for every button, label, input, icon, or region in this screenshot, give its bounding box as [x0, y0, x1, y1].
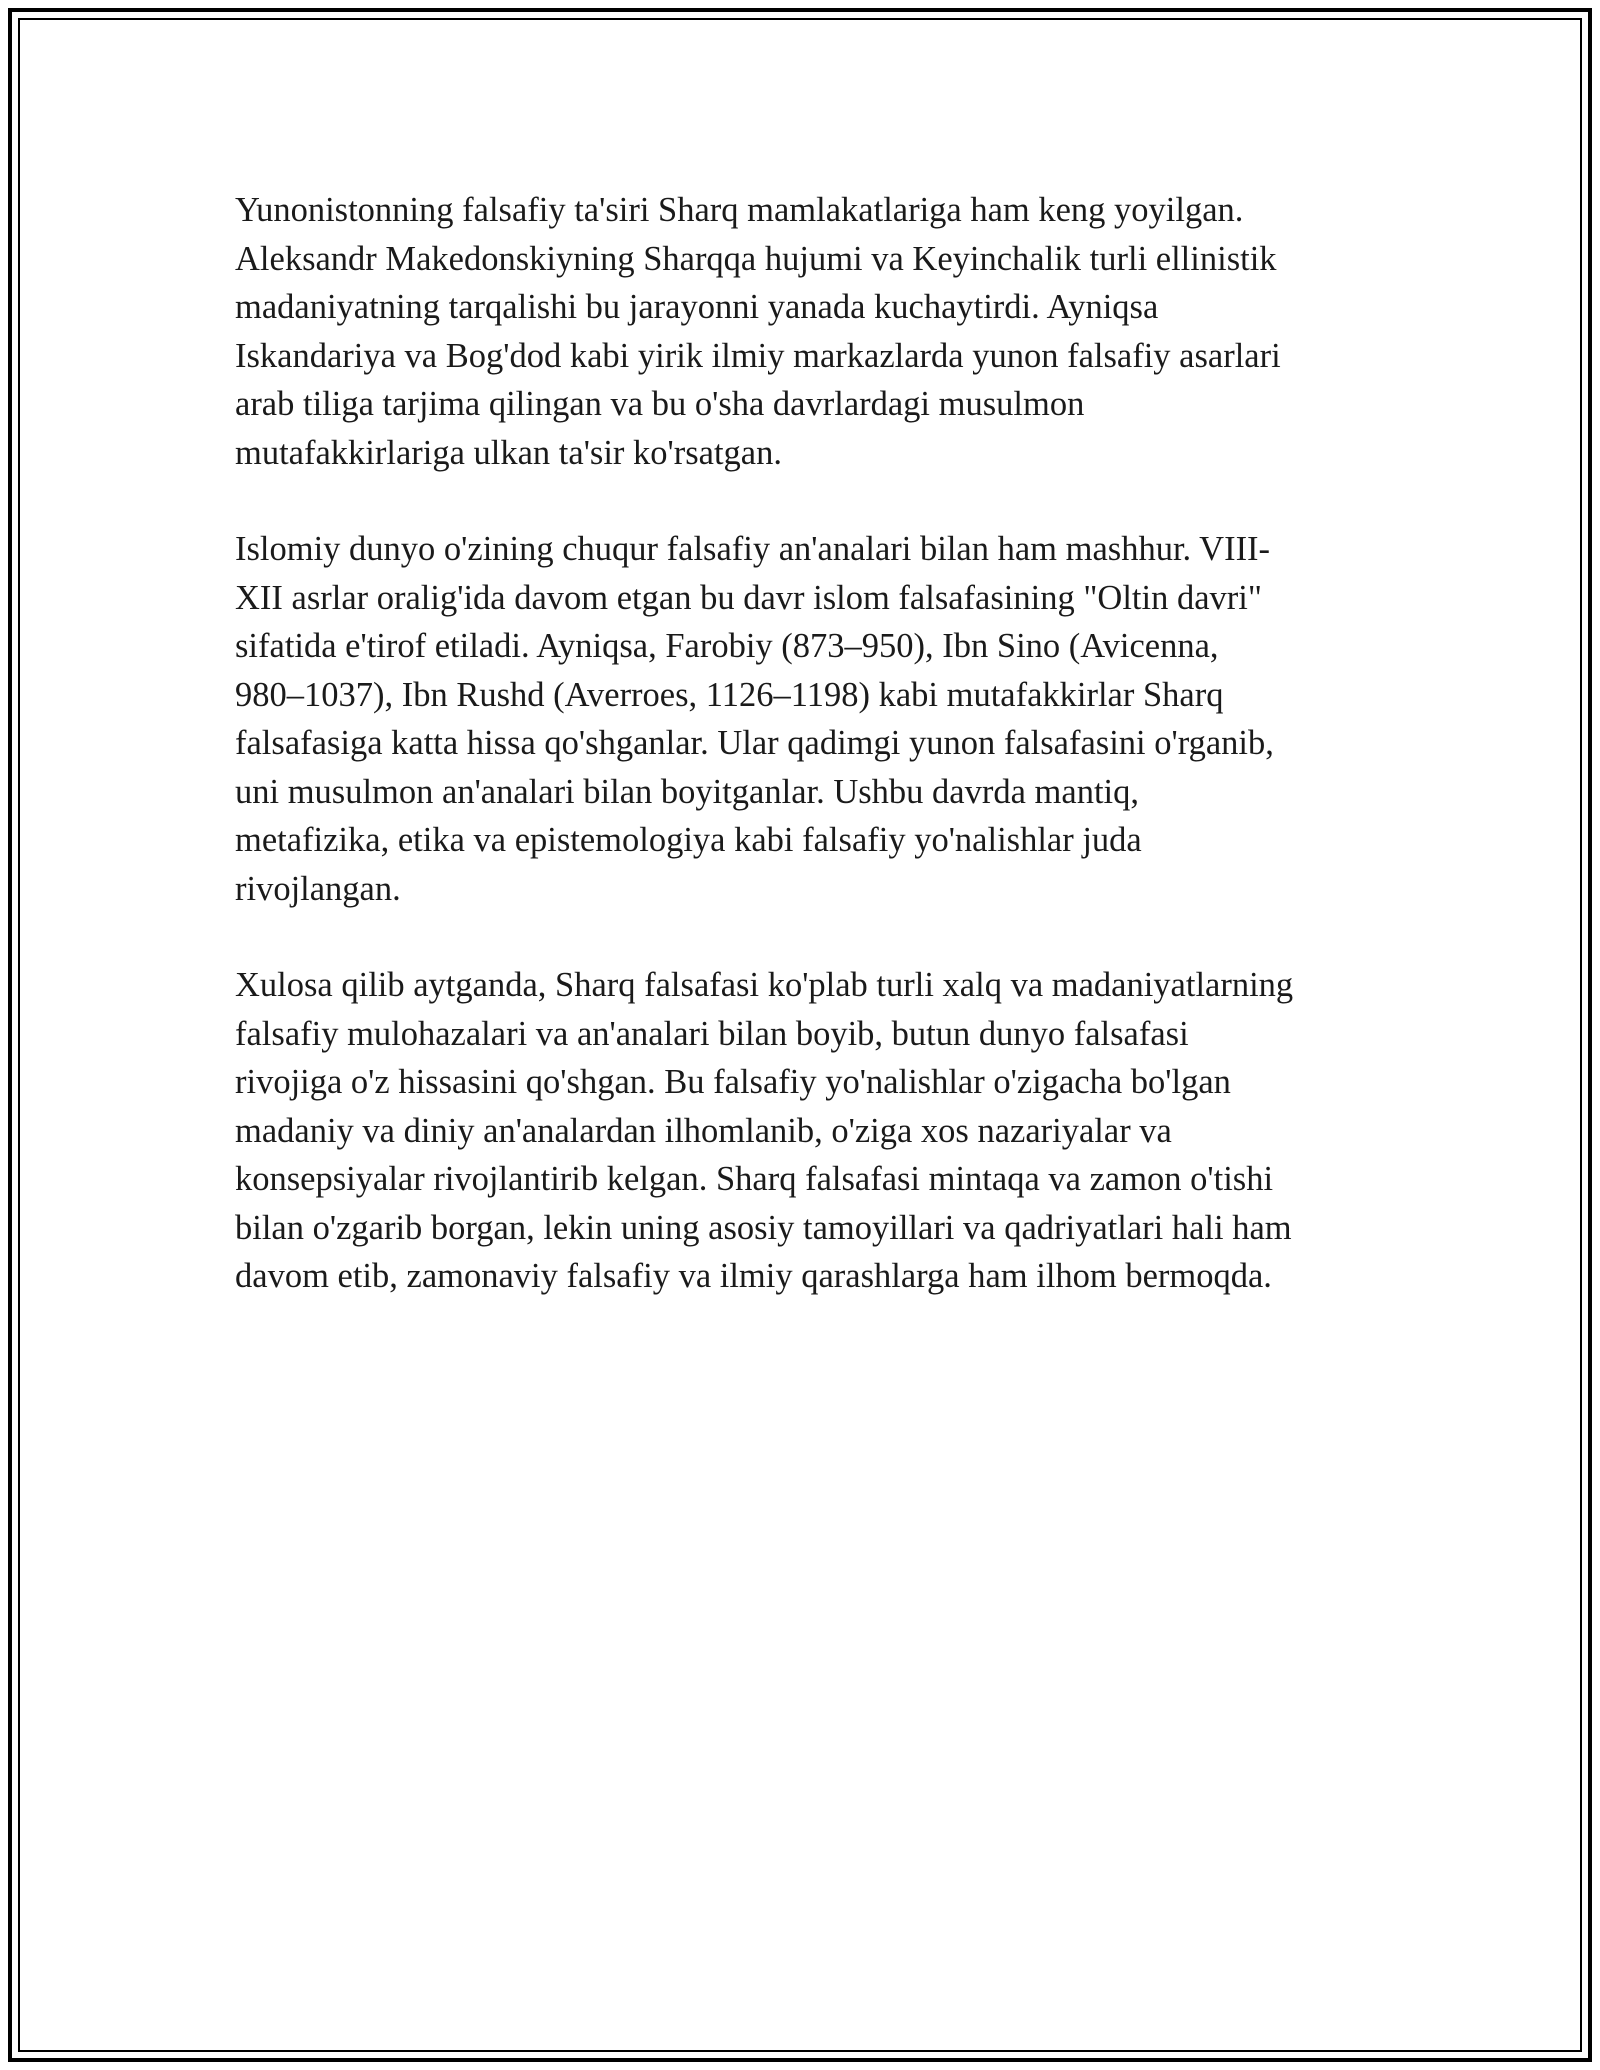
paragraph-islamic-philosophy: Islomiy dunyo o'zining chuqur falsafiy an'analari bilan ham mashhur. VIII- XII asrlar oralig'ida davom etgan bu davr islom falsafasining "Oltin davri" sifatida e'tirof etiladi. Ayniqsa, Farobiy (873–950), Ibn Sino (Avicenna, 980–1037), Ibn Rushd (Averroes, 1126–1198) kabi mutafakkirlar Sharq falsafasiga katta hissa qo'shganlar. Ular qadimgi yunon falsafasini o'rganib, uni musulmon an'analari bilan boyitganlar. Ushbu davrda mantiq, metafizika, etika va epistemologiya kabi falsafiy yo'nalishlar juda rivojlangan.: [235, 530, 1274, 908]
paragraph-greek-influence: Yunonistonning falsafiy ta'siri Sharq mamlakatlariga ham keng yoyilgan. Aleksandr Makedonskiyning Sharqqa hujumi va Keyinchalik turli ellinistik madaniyatning tarqalishi bu jarayonni yanada kuchaytirdi. Ayniqsa Iskandariya va Bog'dod kabi yirik ilmiy markazlarda yunon falsafiy asarlari arab tiliga tarjima qilingan va bu o'sha davrlardagi musulmon mutafakkirlariga ulkan ta'sir ko'rsatgan.: [235, 191, 1281, 472]
paragraph-conclusion: Xulosa qilib aytganda, Sharq falsafasi ko'plab turli xalq va madaniyatlarning falsafiy mulohazalari va an'analari bilan boyib, butun dunyo falsafasi rivojiga o'z hissasini qo'shgan. Bu falsafiy yo'nalishlar o'zigacha bo'lgan madaniy va diniy an'analardan ilhomlanib, o'ziga xos nazariyalar va konsepsiyalar rivojlantirib kelgan. Sharq falsafasi mintaqa va zamon o'tishi bilan o'zgarib borgan, lekin uning asosiy tamoyillari va qadriyatlari hali ham davom etib, zamonaviy falsafiy va ilmiy qarashlarga ham ilhom bermoqda.: [235, 966, 1294, 1295]
document-body: [235, 186, 1370, 1349]
